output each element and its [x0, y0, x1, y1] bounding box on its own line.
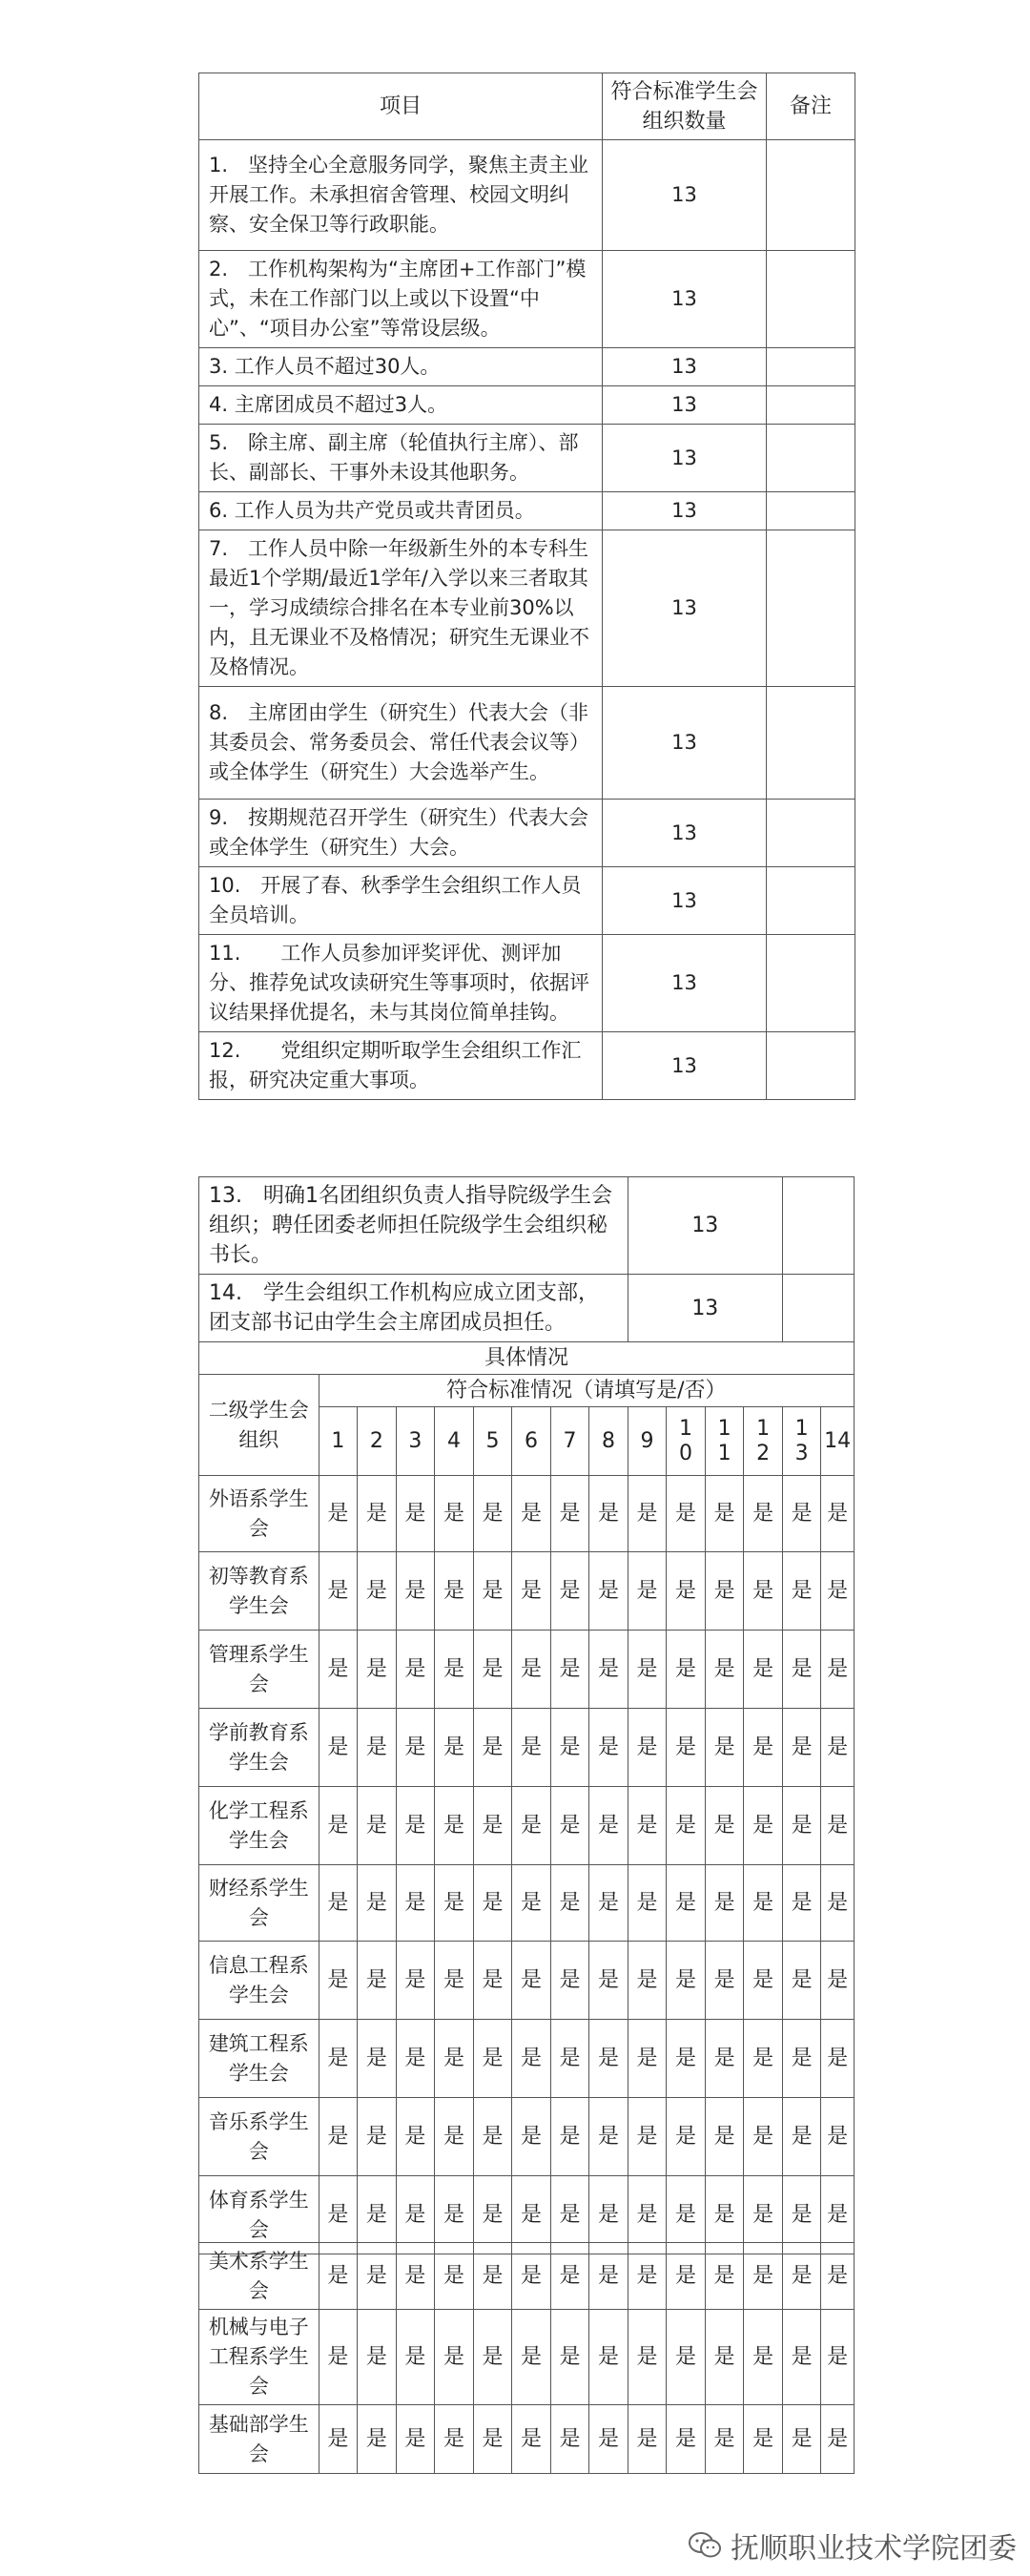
- standard-row: [199, 1177, 855, 1275]
- compliance-cell: 是: [319, 1631, 358, 1709]
- compliance-cell: 是: [782, 1865, 821, 1942]
- compliance-cell: 是: [435, 1865, 474, 1942]
- compliance-cell: 是: [512, 2405, 551, 2474]
- compliance-cell: 是: [667, 1476, 706, 1552]
- compliance-cell: 是: [358, 1631, 397, 1709]
- compliance-cell: 是: [705, 1709, 744, 1787]
- compliance-cell: 是: [782, 1552, 821, 1631]
- standard-count: 13: [603, 425, 767, 492]
- compliance-cell: 是: [550, 2310, 589, 2405]
- compliance-cell: 是: [744, 2020, 783, 2098]
- compliance-cell: 是: [705, 2098, 744, 2176]
- compliance-cell: 是: [628, 2020, 667, 2098]
- compliance-cell: 是: [705, 1865, 744, 1942]
- org-row: [199, 1552, 855, 1631]
- compliance-cell: 是: [512, 1787, 551, 1865]
- compliance-cell: 是: [782, 2098, 821, 2176]
- compliance-cell: 是: [821, 1787, 855, 1865]
- standard-text: 7. 工作人员中除一年级新生外的本专科生最近1个学期/最近1学年/入学以来三者取其一，学习成绩综合排名在本专业前30%以内，且无课业不及格情况；研究生无课业不及格情况。: [199, 530, 603, 687]
- compliance-cell: 是: [358, 1709, 397, 1787]
- standard-note: [782, 1177, 854, 1275]
- compliance-cell: 是: [821, 2098, 855, 2176]
- org-name: 机械与电子工程系学生会: [199, 2310, 319, 2405]
- compliance-cell: 是: [512, 1709, 551, 1787]
- compliance-cell: 是: [396, 2176, 435, 2254]
- compliance-cell: 是: [821, 1865, 855, 1942]
- standard-note: [767, 1032, 855, 1100]
- org-row: [199, 1942, 855, 2020]
- standard-text: 6. 工作人员为共产党员或共青团员。: [199, 492, 603, 530]
- standard-count: 13: [603, 800, 767, 867]
- compliance-cell: 是: [550, 2020, 589, 2098]
- compliance-cell: 是: [550, 1631, 589, 1709]
- compliance-cell: 是: [512, 1552, 551, 1631]
- standard-note: [767, 140, 855, 251]
- compliance-cell: 是: [744, 1709, 783, 1787]
- standard-text: 9. 按期规范召开学生（研究生）代表大会或全体学生（研究生）大会。: [199, 800, 603, 867]
- compliance-cell: 是: [396, 1709, 435, 1787]
- compliance-cell: 是: [667, 2243, 706, 2310]
- compliance-cell: 是: [667, 1787, 706, 1865]
- compliance-cell: 是: [319, 1552, 358, 1631]
- compliance-cell: 是: [705, 2020, 744, 2098]
- compliance-cell: 是: [512, 1631, 551, 1709]
- compliance-cell: 是: [473, 1787, 512, 1865]
- standard-text: 8. 主席团由学生（研究生）代表大会（非其委员会、常务委员会、常任代表会议等）或全体学生（研究生）大会选举产生。: [199, 687, 603, 800]
- compliance-cell: 是: [473, 2176, 512, 2254]
- compliance-cell: 是: [667, 1865, 706, 1942]
- compliance-cell: 是: [589, 1631, 628, 1709]
- compliance-cell: 是: [473, 2243, 512, 2310]
- compliance-cell: 是: [589, 2176, 628, 2254]
- standard-count: 13: [603, 492, 767, 530]
- compliance-cell: 是: [628, 2176, 667, 2254]
- standard-row: [199, 530, 855, 687]
- compliance-cell: 是: [396, 1631, 435, 1709]
- compliance-cell: 是: [512, 2098, 551, 2176]
- compliance-cell: 是: [435, 1631, 474, 1709]
- standards-table-part3: [198, 2242, 855, 2474]
- compliance-cell: 是: [705, 2310, 744, 2405]
- compliance-cell: 是: [512, 1942, 551, 2020]
- compliance-cell: 是: [358, 2310, 397, 2405]
- standard-row: [199, 140, 855, 251]
- standard-count: 13: [603, 348, 767, 386]
- compliance-cell: 是: [667, 1709, 706, 1787]
- standard-text: 13. 明确1名团组织负责人指导院级学生会组织；聘任团委老师担任院级学生会组织秘书长。: [199, 1177, 628, 1275]
- compliance-cell: 是: [319, 2176, 358, 2254]
- standard-count: 13: [603, 530, 767, 687]
- compliance-cell: 是: [473, 1865, 512, 1942]
- org-row: [199, 1865, 855, 1942]
- compliance-cell: 是: [705, 1631, 744, 1709]
- org-name: 初等教育系学生会: [199, 1552, 319, 1631]
- standard-note: [767, 425, 855, 492]
- compliance-cell: 是: [667, 2310, 706, 2405]
- standard-count: 13: [603, 251, 767, 348]
- compliance-cell: 是: [628, 2243, 667, 2310]
- compliance-cell: 是: [435, 1787, 474, 1865]
- compliance-cell: 是: [705, 1787, 744, 1865]
- compliance-cell: 是: [396, 2098, 435, 2176]
- compliance-cell: 是: [782, 2176, 821, 2254]
- compliance-cell: 是: [667, 2405, 706, 2474]
- compliance-cell: 是: [512, 1476, 551, 1552]
- compliance-cell: 是: [705, 2405, 744, 2474]
- compliance-cell: 是: [667, 1552, 706, 1631]
- compliance-cell: 是: [744, 1787, 783, 1865]
- compliance-cell: 是: [821, 2243, 855, 2310]
- standard-count: 13: [603, 140, 767, 251]
- compliance-cell: 是: [435, 1709, 474, 1787]
- compliance-cell: 是: [358, 2176, 397, 2254]
- compliance-cell: 是: [589, 1709, 628, 1787]
- standard-number-1: 1: [319, 1407, 358, 1476]
- compliance-cell: 是: [628, 1709, 667, 1787]
- standards-table-part1: [198, 73, 855, 1100]
- compliance-cell: 是: [628, 2310, 667, 2405]
- wechat-logo-icon: [689, 2532, 721, 2559]
- standard-note: [767, 348, 855, 386]
- compliance-cell: 是: [396, 2310, 435, 2405]
- standard-count: 13: [603, 867, 767, 935]
- org-name: 美术系学生会: [199, 2243, 319, 2310]
- org-name: 化学工程系学生会: [199, 1787, 319, 1865]
- compliance-cell: 是: [396, 1476, 435, 1552]
- org-name: 建筑工程系学生会: [199, 2020, 319, 2098]
- standard-row: [199, 687, 855, 800]
- compliance-cell: 是: [628, 2405, 667, 2474]
- compliance-cell: 是: [550, 1865, 589, 1942]
- compliance-cell: 是: [667, 1942, 706, 2020]
- compliance-cell: 是: [667, 2098, 706, 2176]
- org-name: 信息工程系学生会: [199, 1942, 319, 2020]
- compliance-cell: 是: [705, 1476, 744, 1552]
- compliance-cell: 是: [589, 1552, 628, 1631]
- compliance-cell: 是: [705, 1552, 744, 1631]
- compliance-cell: 是: [589, 1476, 628, 1552]
- standard-number-6: 6: [512, 1407, 551, 1476]
- compliance-cell: 是: [435, 2098, 474, 2176]
- watermark: [689, 2526, 1017, 2565]
- org-row: [199, 1787, 855, 1865]
- standard-number-7: 7: [550, 1407, 589, 1476]
- standard-number-4: 4: [435, 1407, 474, 1476]
- org-row: [199, 2243, 855, 2310]
- compliance-cell: 是: [821, 1476, 855, 1552]
- compliance-cell: 是: [550, 1942, 589, 2020]
- compliance-cell: 是: [628, 1476, 667, 1552]
- compliance-cell: 是: [319, 2243, 358, 2310]
- compliance-cell: 是: [358, 2020, 397, 2098]
- org-name: 基础部学生会: [199, 2405, 319, 2474]
- compliance-cell: 是: [319, 2020, 358, 2098]
- standard-row: [199, 386, 855, 425]
- compliance-cell: 是: [435, 2020, 474, 2098]
- org-name: 财经系学生会: [199, 1865, 319, 1942]
- org-name: 体育系学生会: [199, 2176, 319, 2254]
- standard-note: [782, 1275, 854, 1342]
- compliance-cell: 是: [358, 1787, 397, 1865]
- compliance-cell: 是: [628, 1631, 667, 1709]
- compliance-cell: 是: [396, 1552, 435, 1631]
- compliance-cell: 是: [550, 1552, 589, 1631]
- standard-text: 11. 工作人员参加评奖评优、测评加分、推荐免试攻读研究生等事项时，依据评议结果择优提名，未与其岗位简单挂钩。: [199, 935, 603, 1032]
- compliance-cell: 是: [667, 2176, 706, 2254]
- standard-number-11: 1 1: [705, 1407, 744, 1476]
- compliance-cell: 是: [782, 1631, 821, 1709]
- org-row: [199, 2098, 855, 2176]
- compliance-cell: 是: [512, 2020, 551, 2098]
- compliance-cell: 是: [628, 1552, 667, 1631]
- compliance-cell: 是: [358, 1552, 397, 1631]
- compliance-cell: 是: [821, 1631, 855, 1709]
- compliance-cell: 是: [550, 2243, 589, 2310]
- standard-row: [199, 935, 855, 1032]
- compliance-cell: 是: [744, 1942, 783, 2020]
- compliance-cell: 是: [589, 2310, 628, 2405]
- standard-row: [199, 251, 855, 348]
- compliance-cell: 是: [396, 1865, 435, 1942]
- compliance-cell: 是: [782, 1787, 821, 1865]
- org-name: 外语系学生会: [199, 1476, 319, 1552]
- standard-text: 10. 开展了春、秋季学生会组织工作人员全员培训。: [199, 867, 603, 935]
- standard-count: 13: [603, 935, 767, 1032]
- standard-note: [767, 251, 855, 348]
- standard-note: [767, 935, 855, 1032]
- compliance-cell: 是: [435, 2405, 474, 2474]
- standard-text: 2. 工作机构架构为“主席团+工作部门”模式，未在工作部门以上或以下设置“中心”、“项目办公室”等常设层级。: [199, 251, 603, 348]
- watermark-text: 抚顺职业技术学院团委: [731, 2532, 1017, 2566]
- standard-text: 3. 工作人员不超过30人。: [199, 348, 603, 386]
- compliance-cell: 是: [705, 1942, 744, 2020]
- standard-number-9: 9: [628, 1407, 667, 1476]
- standard-row: [199, 492, 855, 530]
- count-header: 符合标准学生会组织数量: [603, 73, 767, 140]
- compliance-cell: 是: [821, 1709, 855, 1787]
- compliance-cell: 是: [550, 2405, 589, 2474]
- status-header: 符合标准情况（请填写是/否）: [319, 1375, 854, 1407]
- org-row: [199, 2020, 855, 2098]
- compliance-cell: 是: [358, 2243, 397, 2310]
- compliance-cell: 是: [744, 2405, 783, 2474]
- item-header: 项目: [199, 73, 603, 140]
- compliance-cell: 是: [396, 2020, 435, 2098]
- compliance-cell: 是: [589, 1865, 628, 1942]
- org-name: 学前教育系学生会: [199, 1709, 319, 1787]
- compliance-cell: 是: [782, 2243, 821, 2310]
- compliance-cell: 是: [358, 1942, 397, 2020]
- standard-count: 13: [603, 386, 767, 425]
- compliance-cell: 是: [589, 1942, 628, 2020]
- compliance-cell: 是: [396, 1942, 435, 2020]
- standard-count: 13: [628, 1177, 782, 1275]
- standard-row: [199, 348, 855, 386]
- compliance-cell: 是: [550, 1787, 589, 1865]
- standard-text: 5. 除主席、副主席（轮值执行主席）、部长、副部长、干事外未设其他职务。: [199, 425, 603, 492]
- standard-number-12: 1 2: [744, 1407, 783, 1476]
- compliance-cell: 是: [705, 2176, 744, 2254]
- compliance-cell: 是: [319, 2405, 358, 2474]
- compliance-cell: 是: [821, 2310, 855, 2405]
- org-header: 二级学生会组织: [199, 1375, 319, 1476]
- compliance-cell: 是: [435, 2176, 474, 2254]
- standard-note: [767, 867, 855, 935]
- compliance-cell: 是: [473, 2098, 512, 2176]
- compliance-cell: 是: [744, 1476, 783, 1552]
- standard-text: 14. 学生会组织工作机构应成立团支部，团支部书记由学生会主席团成员担任。: [199, 1275, 628, 1342]
- standard-number-5: 5: [473, 1407, 512, 1476]
- compliance-cell: 是: [358, 1865, 397, 1942]
- compliance-cell: 是: [435, 2243, 474, 2310]
- standard-number-2: 2: [358, 1407, 397, 1476]
- org-row: [199, 1631, 855, 1709]
- compliance-cell: 是: [435, 1552, 474, 1631]
- compliance-cell: 是: [628, 1942, 667, 2020]
- standard-text: 12. 党组织定期听取学生会组织工作汇报，研究决定重大事项。: [199, 1032, 603, 1100]
- compliance-cell: 是: [628, 1787, 667, 1865]
- compliance-cell: 是: [319, 2098, 358, 2176]
- standard-number-14: 14: [821, 1407, 855, 1476]
- standard-row: [199, 425, 855, 492]
- compliance-cell: 是: [435, 2310, 474, 2405]
- compliance-cell: 是: [512, 2243, 551, 2310]
- compliance-cell: 是: [589, 2020, 628, 2098]
- compliance-cell: 是: [550, 2098, 589, 2176]
- standard-number-8: 8: [589, 1407, 628, 1476]
- standard-note: [767, 800, 855, 867]
- compliance-cell: 是: [821, 1552, 855, 1631]
- standard-row: [199, 1032, 855, 1100]
- compliance-cell: 是: [319, 2310, 358, 2405]
- standard-text: 1. 坚持全心全意服务同学，聚焦主责主业开展工作。未承担宿舍管理、校园文明纠察、安全保卫等行政职能。: [199, 140, 603, 251]
- compliance-cell: 是: [821, 2020, 855, 2098]
- org-row: [199, 1476, 855, 1552]
- compliance-cell: 是: [589, 2098, 628, 2176]
- compliance-cell: 是: [473, 1552, 512, 1631]
- compliance-cell: 是: [744, 1552, 783, 1631]
- standard-number-13: 1 3: [782, 1407, 821, 1476]
- compliance-cell: 是: [319, 1787, 358, 1865]
- org-row: [199, 2310, 855, 2405]
- compliance-cell: 是: [667, 1631, 706, 1709]
- compliance-cell: 是: [821, 2405, 855, 2474]
- compliance-cell: 是: [744, 2310, 783, 2405]
- compliance-cell: 是: [358, 1476, 397, 1552]
- standard-row: [199, 800, 855, 867]
- compliance-cell: 是: [550, 2176, 589, 2254]
- compliance-cell: 是: [473, 2405, 512, 2474]
- compliance-cell: 是: [319, 1942, 358, 2020]
- compliance-cell: 是: [589, 1787, 628, 1865]
- standard-row: [199, 867, 855, 935]
- compliance-cell: 是: [512, 1865, 551, 1942]
- standard-count: 13: [603, 687, 767, 800]
- compliance-cell: 是: [705, 2243, 744, 2310]
- compliance-cell: 是: [435, 1942, 474, 2020]
- compliance-cell: 是: [435, 1476, 474, 1552]
- detail-title: 具体情况: [199, 1342, 855, 1375]
- compliance-cell: 是: [396, 2405, 435, 2474]
- compliance-cell: 是: [744, 2176, 783, 2254]
- compliance-cell: 是: [396, 1787, 435, 1865]
- compliance-cell: 是: [473, 1942, 512, 2020]
- standard-row: [199, 1275, 855, 1342]
- compliance-cell: 是: [473, 2020, 512, 2098]
- standard-text: 4. 主席团成员不超过3人。: [199, 386, 603, 425]
- compliance-cell: 是: [782, 2020, 821, 2098]
- compliance-cell: 是: [319, 1709, 358, 1787]
- compliance-cell: 是: [782, 2405, 821, 2474]
- standard-number-3: 3: [396, 1407, 435, 1476]
- standard-count: 13: [603, 1032, 767, 1100]
- compliance-cell: 是: [589, 2405, 628, 2474]
- compliance-cell: 是: [473, 2310, 512, 2405]
- compliance-cell: 是: [744, 1865, 783, 1942]
- compliance-cell: 是: [782, 1709, 821, 1787]
- compliance-cell: 是: [358, 2098, 397, 2176]
- note-header: 备注: [767, 73, 855, 140]
- compliance-cell: 是: [358, 2405, 397, 2474]
- compliance-cell: 是: [473, 1631, 512, 1709]
- compliance-cell: 是: [782, 2310, 821, 2405]
- compliance-cell: 是: [744, 2243, 783, 2310]
- standard-number-10: 1 0: [667, 1407, 706, 1476]
- compliance-cell: 是: [512, 2176, 551, 2254]
- standard-note: [767, 386, 855, 425]
- standard-note: [767, 492, 855, 530]
- standard-note: [767, 687, 855, 800]
- compliance-cell: 是: [550, 1709, 589, 1787]
- compliance-cell: 是: [821, 2176, 855, 2254]
- compliance-cell: 是: [782, 1476, 821, 1552]
- compliance-cell: 是: [473, 1709, 512, 1787]
- standards-table-part2: [198, 1176, 855, 2254]
- compliance-cell: 是: [744, 2098, 783, 2176]
- compliance-cell: 是: [782, 1942, 821, 2020]
- org-row: [199, 1709, 855, 1787]
- org-name: 管理系学生会: [199, 1631, 319, 1709]
- compliance-cell: 是: [396, 2243, 435, 2310]
- standard-note: [767, 530, 855, 687]
- compliance-cell: 是: [667, 2020, 706, 2098]
- org-row: [199, 2405, 855, 2474]
- compliance-cell: 是: [589, 2243, 628, 2310]
- compliance-cell: 是: [628, 2098, 667, 2176]
- compliance-cell: 是: [473, 1476, 512, 1552]
- standard-count: 13: [628, 1275, 782, 1342]
- compliance-cell: 是: [821, 1942, 855, 2020]
- compliance-cell: 是: [512, 2310, 551, 2405]
- compliance-cell: 是: [319, 1865, 358, 1942]
- org-name: 音乐系学生会: [199, 2098, 319, 2176]
- compliance-cell: 是: [550, 1476, 589, 1552]
- compliance-cell: 是: [628, 1865, 667, 1942]
- compliance-cell: 是: [744, 1631, 783, 1709]
- compliance-cell: 是: [319, 1476, 358, 1552]
